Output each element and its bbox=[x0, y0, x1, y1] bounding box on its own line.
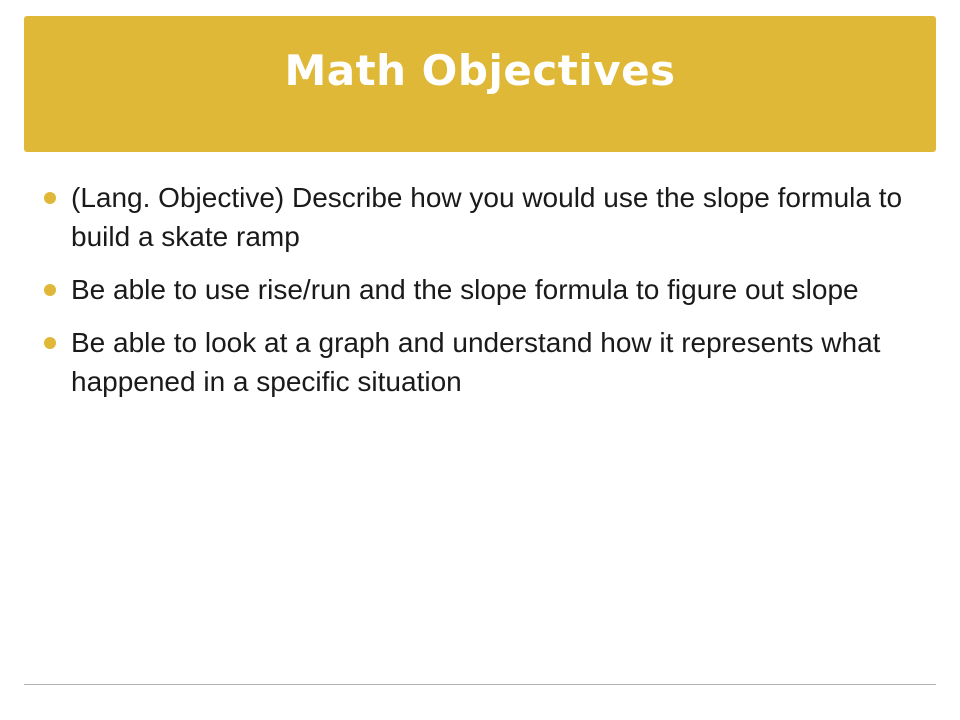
bullet-item bbox=[44, 270, 924, 309]
bullet-text: Be able to look at a graph and understand how it represents what happened in a specific situation bbox=[71, 327, 881, 397]
bullet-text: Be able to use rise/run and the slope formula to figure out slope bbox=[71, 274, 859, 305]
footer-divider bbox=[24, 684, 936, 685]
bullet-dot-icon bbox=[44, 284, 56, 296]
bullet-dot-icon bbox=[44, 192, 56, 204]
slide-title: Math Objectives bbox=[284, 45, 676, 95]
bullet-text: (Lang. Objective) Describe how you would use the slope formula to build a skate ramp bbox=[71, 182, 903, 252]
bullet-item bbox=[44, 323, 924, 401]
bullet-list bbox=[44, 178, 924, 415]
bullet-item bbox=[44, 178, 924, 256]
bullet-dot-icon bbox=[44, 337, 56, 349]
title-banner bbox=[24, 16, 936, 152]
